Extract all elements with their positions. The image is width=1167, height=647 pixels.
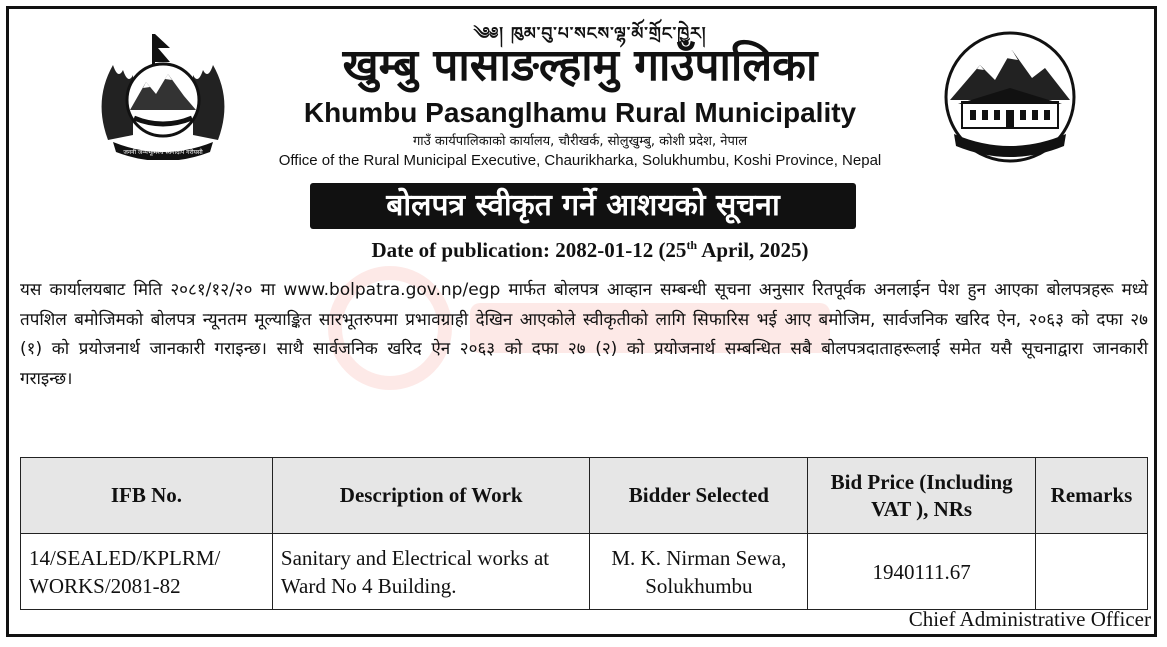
- table-header-row: [21, 458, 1148, 534]
- publication-date: Date of publication: 2082-01-12 (25th April, 2025): [371, 238, 809, 262]
- header-ifb-no: IFB No.: [21, 458, 273, 534]
- svg-text:जननी जन्मभूमिश्च स्वर्गादपि गर: जननी जन्मभूमिश्च स्वर्गादपि गरीयसी: [123, 149, 203, 156]
- signature-title: Chief Administrative Officer: [908, 607, 1151, 631]
- award-table: [20, 457, 1148, 610]
- notice-title: बोलपत्र स्वीकृत गर्ने आशयको सूचना: [310, 183, 856, 229]
- municipality-logo-icon: [940, 30, 1080, 165]
- cell-remarks: [1036, 534, 1148, 610]
- header-bid-price: Bid Price (Including VAT ), NRs: [808, 458, 1036, 534]
- office-address-english: Office of the Rural Municipal Executive, Chaurikharka, Solukhumbu, Koshi Province, Nepal: [278, 152, 882, 169]
- cell-ifb-no: 14/SEALED/KPLRM/ WORKS/2081-82: [21, 534, 273, 610]
- municipality-title-nepali: खुम्बु पासाङल्हामु गाउँपालिका: [342, 40, 818, 91]
- municipality-title-english: Khumbu Pasanglhamu Rural Municipality: [303, 97, 857, 128]
- cell-bid-price: 1940111.67: [808, 534, 1036, 610]
- header-bidder: Bidder Selected: [590, 458, 808, 534]
- tibetan-title: ༄༅། ཁུམ་བུ་པ་སངས་ལྷ་མོ་གྲོང་ཁྱེར།: [473, 24, 707, 44]
- header-description: Description of Work: [272, 458, 590, 534]
- office-address-nepali: गाउँ कार्यपालिकाको कार्यालय, चौरीखर्क, सोलुखुम्बु, कोशी प्रदेश, नेपाल: [412, 134, 748, 149]
- header-remarks: Remarks: [1036, 458, 1148, 534]
- cell-bidder: M. K. Nirman Sewa, Solukhumbu: [590, 534, 808, 610]
- notice-body: यस कार्यालयबाट मिति २०८१/१२/२० मा www.bolpatra.gov.np/egp मार्फत बोलपत्र आव्हान सम्बन्धी सूचना अनुसार रितपूर्वक अनलाईन पेश हुन आएका बोलपत्रहरू मध्ये तपशिल बमोजिमको बोलपत्र न्यूनतम मूल्याङ्कित सारभूतरुपमा प्रभावग्राही देखिन आएकोले स्वीकृतीको लागि सिफारिस भई आए बमोजिम, सार्वजनिक खरिद ऐन, २०६३ को दफा २७ (१) को प्रयोजनार्थ जानकारी गराइन्छ। साथै सार्वजनिक खरिद ऐन २०६३ को दफा २७ (२) को प्रयोजनार्थ सम्बन्धित सबै बोलपत्रदाताहरूलाई समेत यसै सूचनाद्वारा जानकारी गराइन्छ।: [20, 280, 1148, 389]
- table-row: [21, 534, 1148, 610]
- nepal-emblem-icon: [88, 30, 238, 160]
- cell-description: Sanitary and Electrical works at Ward No 4 Building.: [272, 534, 590, 610]
